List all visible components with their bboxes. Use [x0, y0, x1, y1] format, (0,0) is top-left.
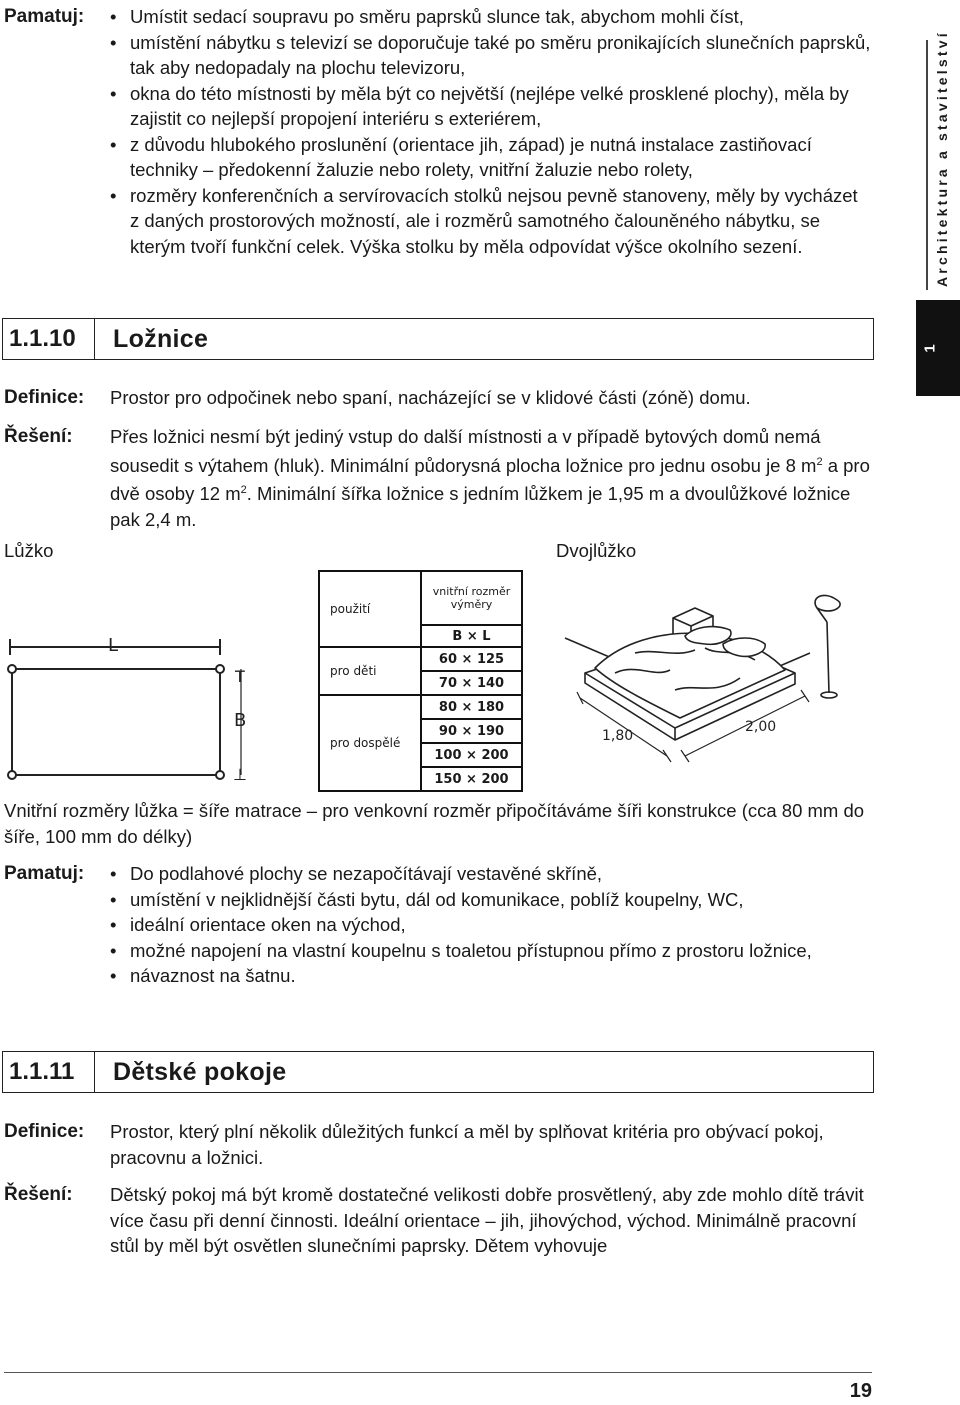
section-heading-1111 — [2, 1051, 874, 1093]
side-tab-line — [926, 40, 928, 290]
table-cell-size: 100 × 200 — [421, 743, 522, 767]
bed-dim-t: T — [235, 667, 245, 686]
reseni-label: Řešení: — [4, 426, 73, 447]
section-number: 1.1.10 — [3, 319, 95, 359]
section-title: Ložnice — [113, 325, 209, 353]
section-heading-1110 — [2, 318, 874, 360]
page-number: 19 — [849, 1380, 872, 1402]
intro-bullet: • umístění nábytku s televizí se doporučuje také po směru pronikajících slunečních paprsků, tak aby nedopadaly na plochu televizoru, — [110, 30, 872, 81]
intro-label: Pamatuj: — [4, 6, 85, 27]
intro-bullet: • rozměry konferenčních a servírovacích stolků nejsou pevně stanoveny, měly by vycházet z daných prostorových možností, ale i rozměrů samotného čalouněného nábytku, se kterým tvoří funkční celek. Výška stolku by měla odpovídat výšce okolního sezení. — [110, 183, 872, 260]
intro-bullet: • okna do této místnosti by měla být co největší (nejlépe velké prosklené plochy), měla by zajistit co nejlepší propojení interiéru s exteriérem, — [110, 81, 872, 132]
table-cell-size: 60 × 125 — [421, 647, 522, 671]
reseni-text: Dětský pokoj má být kromě dostatečné velikosti dobře prosvětlený, aby zde mohlo dítě trávit více času při denní činnosti. Ideální orientace – jih, jihovýchod, východ. Minimálně pracovní stůl by měl být osvětlen slunečními paprsky. Dětem vyhovuje — [110, 1184, 864, 1256]
remember-bullet: • Do podlahové plochy se nezapočítávají vestavěné skříně, — [110, 861, 872, 887]
remember-label: Pamatuj: — [4, 863, 85, 884]
table-cell-size: 150 × 200 — [421, 767, 522, 791]
remember-bullet: • umístění v nejklidnější části bytu, dál od komunikace, poblíž koupelny, WC, — [110, 887, 872, 913]
table-group-adults: pro dospělé — [319, 695, 421, 791]
figure-label-double-bed: Dvojlůžko — [556, 540, 637, 561]
double-bed-dim-width: 1,80 — [602, 728, 634, 744]
table-header-usage: použití — [319, 571, 421, 647]
remember-bullet: • ideální orientace oken na východ, — [110, 912, 872, 938]
side-tab-text: Architektura a stavitelství — [934, 30, 950, 287]
remember-bullet: • návaznost na šatnu. — [110, 963, 872, 989]
section-title: Dětské pokoje — [113, 1058, 287, 1086]
footer-rule — [4, 1372, 872, 1373]
reseni-part: Přes ložnici nesmí být jediný vstup do další místnosti a v případě bytových domů nemá sousedit s výtahem (hluk). Minimální půdorysná plocha ložnice pro jednu osobu je 8 m — [110, 426, 821, 476]
reseni-part: . Minimální šířka ložnice s jedním lůžkem je 1,95 m a dvoulůžkové ložnice pak 2,4 m. — [110, 483, 851, 530]
definice-label: Definice: — [4, 1121, 85, 1142]
figure-label-bed: Lůžko — [4, 540, 54, 561]
section-number: 1.1.11 — [3, 1052, 95, 1092]
superscript: 2 — [816, 455, 823, 468]
intro-bullet: • Umístit sedací soupravu po směru paprsků slunce tak, abychom mohli číst, — [110, 4, 872, 30]
double-bed-illustration — [555, 578, 855, 798]
bed-dim-bottom: ⊥ — [233, 765, 247, 784]
remember-bullet: • možné napojení na vlastní koupelnu s toaletou přístupnou přímo z prostoru ložnice, — [110, 938, 872, 964]
intro-bullets — [110, 4, 872, 259]
bed-dim-l: L — [108, 635, 119, 656]
table-header-dims: vnitřní rozměr výměry — [421, 571, 522, 625]
reseni-text — [110, 424, 875, 532]
remember-bullets — [110, 861, 872, 989]
table-cell-size: 80 × 180 — [421, 695, 522, 719]
table-header-bl: B × L — [421, 625, 522, 647]
chapter-tab — [916, 300, 960, 396]
double-bed-dim-length: 2,00 — [745, 719, 777, 735]
chapter-number: 1 — [921, 344, 939, 353]
table-cell-size: 70 × 140 — [421, 671, 522, 695]
bed-dim-b: B — [234, 710, 247, 731]
definice-text: Prostor pro odpočinek nebo spaní, nacházející se v klidové části (zóně) domu. — [110, 387, 751, 408]
bed-dimensions-note: Vnitřní rozměry lůžka = šíře matrace – pro venkovní rozměr připočítáváme šíři konstrukce (cca 80 mm do šíře, 100 mm do délky) — [4, 800, 865, 847]
bed-size-table — [318, 570, 523, 792]
definice-text: Prostor, který plní několik důležitých funkcí a měl by splňovat kritéria pro obývací pokoj, pracovnu a ložnici. — [110, 1121, 824, 1168]
bed-plan-diagram — [0, 625, 300, 795]
superscript: 2 — [240, 484, 247, 497]
table-cell-size: 90 × 190 — [421, 719, 522, 743]
table-group-kids: pro děti — [319, 647, 421, 695]
definice-label: Definice: — [4, 387, 85, 408]
reseni-part: a pro dvě osoby 12 m — [110, 454, 870, 505]
reseni-label: Řešení: — [4, 1184, 73, 1205]
intro-bullet: • z důvodu hlubokého proslunění (orientace jih, západ) je nutná instalace zastiňovací techniky – předokenní žaluzie nebo rolety, vnitřní žaluzie nebo rolety, — [110, 132, 872, 183]
